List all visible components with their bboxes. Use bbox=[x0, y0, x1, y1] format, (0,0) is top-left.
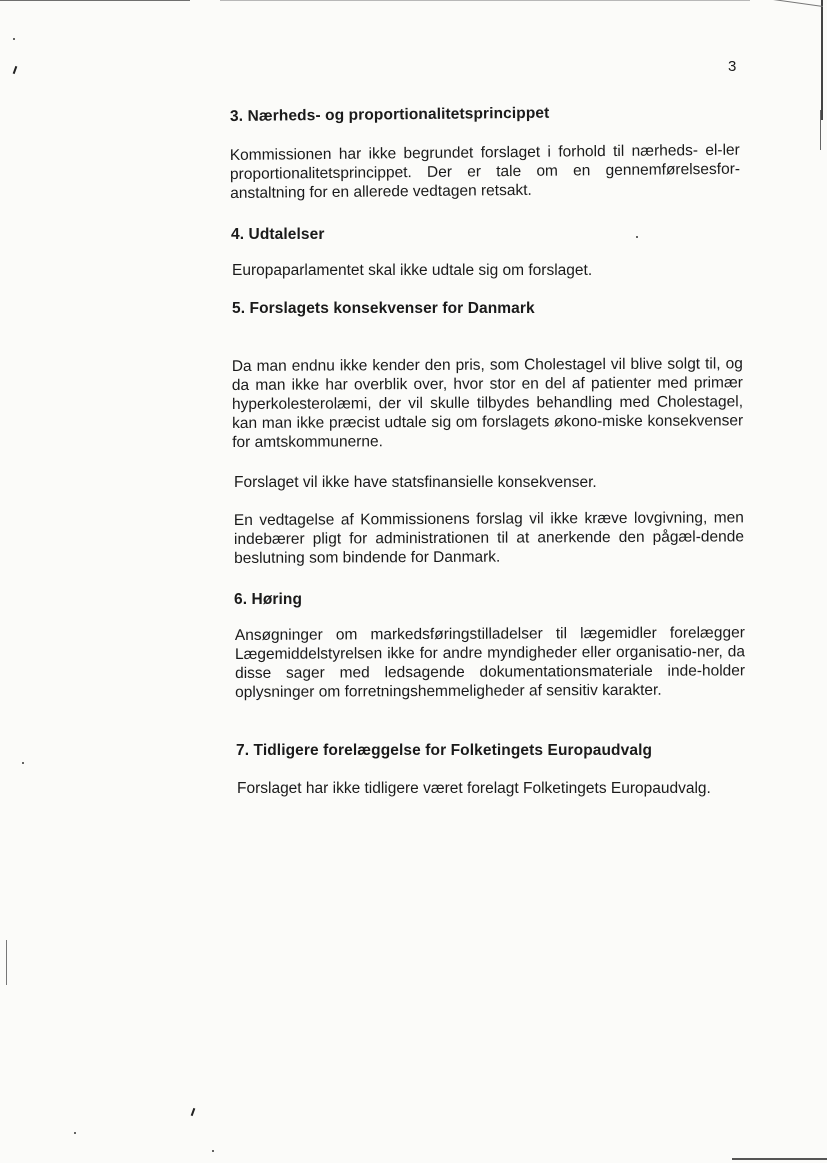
scan-edge-bottom bbox=[732, 1158, 827, 1160]
scan-speck bbox=[13, 38, 15, 40]
section-paragraph: Forslaget vil ikke have statsfinansielle konsekvenser. bbox=[234, 474, 597, 491]
section-heading: 6. Høring bbox=[234, 591, 303, 608]
scan-edge-left bbox=[6, 940, 7, 985]
section-heading: 5. Forslagets konsekvenser for Danmark bbox=[232, 300, 535, 317]
section-paragraph: Ansøgninger om markedsføringstilladelser til lægemidler forelægger Lægemiddelstyrelsen ikke for andre myndigheder eller organisatio-ner, da disse sager med ledsagende dokumentationsmateriale inde-holder oplysninger om forretningshemmeligheder af sensitiv karakter. bbox=[234, 624, 746, 701]
scan-speck bbox=[74, 1132, 76, 1134]
section-heading: 3. Nærheds- og proportionalitetsprincippet bbox=[229, 104, 550, 125]
scan-speck bbox=[636, 236, 638, 238]
scan-mark bbox=[191, 1108, 196, 1116]
page-number: 3 bbox=[728, 58, 737, 75]
scan-edge-top-faint bbox=[220, 0, 750, 1]
section-paragraph: Kommissionen har ikke begrundet forslaget i forhold til nærheds- el-ler proportionalitetsprincippet. Der er tale om en gennemførelsesfor-anstaltning for en allerede vedtagen retsakt. bbox=[229, 141, 741, 202]
section-paragraph: Europaparlamentet skal ikke udtale sig om forslaget. bbox=[232, 262, 593, 279]
scan-edge-right-corner bbox=[764, 0, 824, 7]
scan-speck bbox=[212, 1150, 214, 1152]
scan-edge-right bbox=[821, 0, 823, 120]
section-paragraph: En vedtagelse af Kommissionens forslag vil ikke kræve lovgivning, men indebærer pligt for administrationen til at anerkende den pågæl-dende beslutning som bindende for Danmark. bbox=[233, 509, 745, 567]
section-paragraph: Forslaget har ikke tidligere været forelagt Folketingets Europaudvalg. bbox=[237, 780, 711, 797]
section-paragraph: Da man endnu ikke kender den pris, som Cholestagel vil blive solgt til, og da man ikke har overblik over, hvor stor en del af patienter med primær hyperkolesterolæmi, der vil skulle tilbydes behandling med Cholestagel, kan man ikke præcist udtale sig om forslagets økono-miske konsekvenser for amtskommunerne. bbox=[231, 355, 744, 451]
scan-edge-top bbox=[0, 0, 190, 1]
section-heading: 4. Udtalelser bbox=[231, 226, 325, 243]
scan-mark bbox=[13, 66, 18, 74]
scan-edge-right-lower bbox=[820, 110, 821, 150]
scan-speck bbox=[22, 762, 24, 764]
section-heading: 7. Tidligere forelæggelse for Folketingets Europaudvalg bbox=[236, 742, 653, 759]
